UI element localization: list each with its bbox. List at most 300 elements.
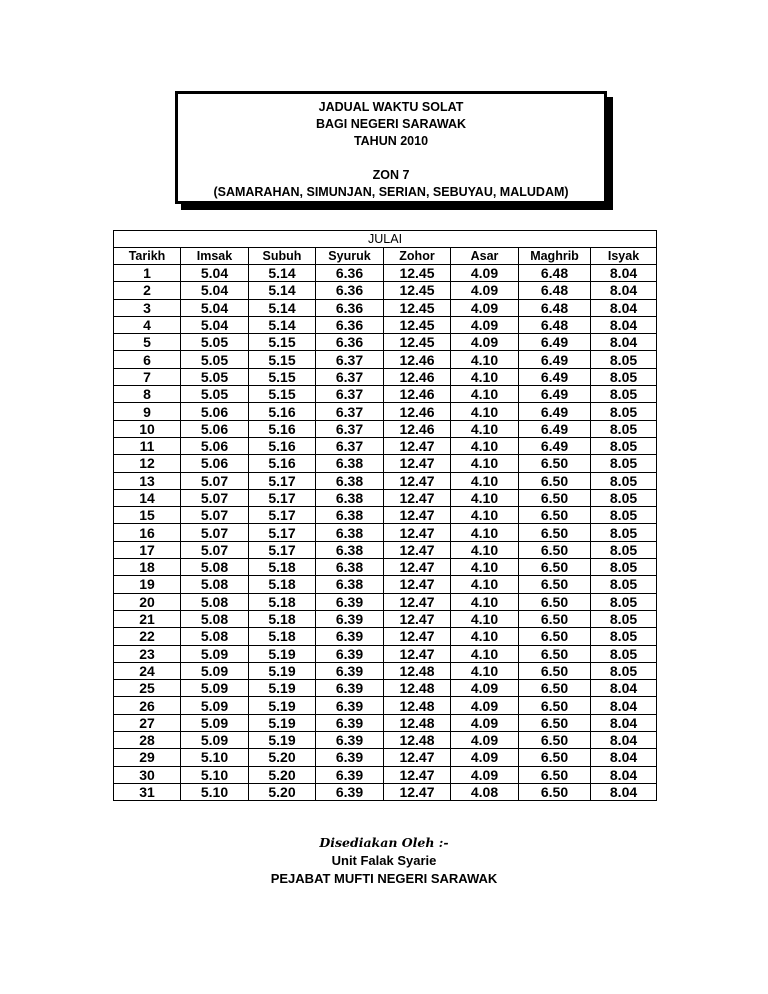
cell-zohor: 12.45 xyxy=(384,282,451,299)
cell-subuh: 5.18 xyxy=(249,576,316,593)
cell-syuruk: 6.36 xyxy=(316,334,384,351)
month-header: JULAI xyxy=(114,231,657,248)
cell-tarikh: 8 xyxy=(114,386,181,403)
cell-isyak: 8.05 xyxy=(591,524,657,541)
cell-zohor: 12.45 xyxy=(384,265,451,282)
cell-zohor: 12.47 xyxy=(384,576,451,593)
cell-maghrib: 6.50 xyxy=(519,610,591,627)
cell-subuh: 5.15 xyxy=(249,368,316,385)
cell-tarikh: 11 xyxy=(114,437,181,454)
cell-asar: 4.10 xyxy=(451,662,519,679)
cell-subuh: 5.17 xyxy=(249,507,316,524)
cell-maghrib: 6.50 xyxy=(519,507,591,524)
cell-subuh: 5.19 xyxy=(249,697,316,714)
cell-maghrib: 6.49 xyxy=(519,420,591,437)
cell-isyak: 8.05 xyxy=(591,541,657,558)
table-row xyxy=(114,455,657,472)
cell-maghrib: 6.50 xyxy=(519,783,591,800)
cell-subuh: 5.16 xyxy=(249,403,316,420)
cell-isyak: 8.05 xyxy=(591,645,657,662)
cell-imsak: 5.06 xyxy=(181,403,249,420)
cell-imsak: 5.07 xyxy=(181,541,249,558)
table-row xyxy=(114,662,657,679)
cell-zohor: 12.48 xyxy=(384,662,451,679)
cell-isyak: 8.04 xyxy=(591,282,657,299)
table-row xyxy=(114,559,657,576)
table-row xyxy=(114,334,657,351)
table-row xyxy=(114,576,657,593)
cell-imsak: 5.08 xyxy=(181,610,249,627)
cell-isyak: 8.05 xyxy=(591,610,657,627)
cell-subuh: 5.20 xyxy=(249,749,316,766)
table-row xyxy=(114,282,657,299)
cell-asar: 4.10 xyxy=(451,628,519,645)
table-row xyxy=(114,316,657,333)
cell-asar: 4.10 xyxy=(451,576,519,593)
cell-zohor: 12.48 xyxy=(384,714,451,731)
cell-isyak: 8.04 xyxy=(591,299,657,316)
cell-zohor: 12.47 xyxy=(384,437,451,454)
cell-asar: 4.09 xyxy=(451,334,519,351)
cell-tarikh: 28 xyxy=(114,732,181,749)
table-row xyxy=(114,783,657,800)
cell-imsak: 5.07 xyxy=(181,524,249,541)
cell-asar: 4.09 xyxy=(451,714,519,731)
table-row xyxy=(114,732,657,749)
cell-imsak: 5.06 xyxy=(181,437,249,454)
unit-name: Unit Falak Syarie xyxy=(331,853,437,868)
cell-subuh: 5.17 xyxy=(249,524,316,541)
cell-maghrib: 6.50 xyxy=(519,524,591,541)
cell-zohor: 12.47 xyxy=(384,541,451,558)
cell-zohor: 12.46 xyxy=(384,351,451,368)
cell-imsak: 5.09 xyxy=(181,714,249,731)
cell-tarikh: 4 xyxy=(114,316,181,333)
cell-asar: 4.10 xyxy=(451,610,519,627)
cell-zohor: 12.47 xyxy=(384,766,451,783)
cell-subuh: 5.14 xyxy=(249,265,316,282)
table-row xyxy=(114,593,657,610)
cell-asar: 4.09 xyxy=(451,749,519,766)
cell-syuruk: 6.39 xyxy=(316,749,384,766)
cell-imsak: 5.05 xyxy=(181,351,249,368)
cell-tarikh: 2 xyxy=(114,282,181,299)
cell-syuruk: 6.39 xyxy=(316,662,384,679)
cell-tarikh: 29 xyxy=(114,749,181,766)
office-name: PEJABAT MUFTI NEGERI SARAWAK xyxy=(270,871,498,886)
cell-maghrib: 6.50 xyxy=(519,628,591,645)
cell-tarikh: 26 xyxy=(114,697,181,714)
cell-subuh: 5.18 xyxy=(249,559,316,576)
cell-imsak: 5.06 xyxy=(181,420,249,437)
prepared-by-label: Disediakan Oleh :- xyxy=(319,835,449,850)
cell-asar: 4.10 xyxy=(451,489,519,506)
cell-syuruk: 6.37 xyxy=(316,351,384,368)
cell-tarikh: 6 xyxy=(114,351,181,368)
cell-syuruk: 6.36 xyxy=(316,299,384,316)
cell-maghrib: 6.49 xyxy=(519,437,591,454)
cell-asar: 4.10 xyxy=(451,541,519,558)
cell-imsak: 5.09 xyxy=(181,662,249,679)
cell-zohor: 12.45 xyxy=(384,316,451,333)
cell-isyak: 8.05 xyxy=(591,628,657,645)
cell-imsak: 5.05 xyxy=(181,368,249,385)
cell-tarikh: 15 xyxy=(114,507,181,524)
table-row xyxy=(114,299,657,316)
table-row xyxy=(114,766,657,783)
table-row xyxy=(114,403,657,420)
cell-isyak: 8.05 xyxy=(591,403,657,420)
cell-subuh: 5.15 xyxy=(249,386,316,403)
cell-tarikh: 30 xyxy=(114,766,181,783)
table-row xyxy=(114,749,657,766)
table-row xyxy=(114,265,657,282)
cell-zohor: 12.47 xyxy=(384,524,451,541)
cell-zohor: 12.47 xyxy=(384,559,451,576)
cell-tarikh: 18 xyxy=(114,559,181,576)
state-subtitle: BAGI NEGERI SARAWAK xyxy=(315,117,466,131)
cell-maghrib: 6.48 xyxy=(519,265,591,282)
cell-zohor: 12.47 xyxy=(384,472,451,489)
cell-maghrib: 6.48 xyxy=(519,316,591,333)
cell-tarikh: 22 xyxy=(114,628,181,645)
cell-maghrib: 6.50 xyxy=(519,593,591,610)
table-row xyxy=(114,645,657,662)
cell-asar: 4.09 xyxy=(451,732,519,749)
cell-isyak: 8.04 xyxy=(591,749,657,766)
cell-subuh: 5.18 xyxy=(249,610,316,627)
col-header-syuruk: Syuruk xyxy=(316,248,384,265)
cell-syuruk: 6.38 xyxy=(316,524,384,541)
cell-asar: 4.08 xyxy=(451,783,519,800)
title-spacer xyxy=(178,150,604,167)
col-header-asar: Asar xyxy=(451,248,519,265)
cell-syuruk: 6.39 xyxy=(316,680,384,697)
table-row xyxy=(114,524,657,541)
cell-imsak: 5.04 xyxy=(181,299,249,316)
cell-subuh: 5.17 xyxy=(249,489,316,506)
cell-maghrib: 6.48 xyxy=(519,282,591,299)
cell-imsak: 5.07 xyxy=(181,489,249,506)
cell-syuruk: 6.39 xyxy=(316,714,384,731)
cell-zohor: 12.48 xyxy=(384,732,451,749)
cell-syuruk: 6.39 xyxy=(316,645,384,662)
cell-zohor: 12.47 xyxy=(384,749,451,766)
cell-syuruk: 6.38 xyxy=(316,507,384,524)
cell-syuruk: 6.39 xyxy=(316,628,384,645)
cell-zohor: 12.46 xyxy=(384,386,451,403)
cell-isyak: 8.05 xyxy=(591,386,657,403)
cell-tarikh: 23 xyxy=(114,645,181,662)
table-row xyxy=(114,472,657,489)
cell-maghrib: 6.50 xyxy=(519,714,591,731)
col-header-tarikh: Tarikh xyxy=(114,248,181,265)
table-row xyxy=(114,697,657,714)
cell-imsak: 5.07 xyxy=(181,507,249,524)
cell-zohor: 12.47 xyxy=(384,593,451,610)
cell-imsak: 5.04 xyxy=(181,265,249,282)
column-header-row xyxy=(114,248,657,265)
cell-isyak: 8.04 xyxy=(591,316,657,333)
cell-zohor: 12.45 xyxy=(384,334,451,351)
cell-subuh: 5.19 xyxy=(249,714,316,731)
cell-isyak: 8.05 xyxy=(591,437,657,454)
cell-tarikh: 24 xyxy=(114,662,181,679)
cell-imsak: 5.10 xyxy=(181,749,249,766)
cell-maghrib: 6.50 xyxy=(519,749,591,766)
cell-syuruk: 6.38 xyxy=(316,455,384,472)
cell-subuh: 5.16 xyxy=(249,420,316,437)
cell-syuruk: 6.37 xyxy=(316,403,384,420)
cell-syuruk: 6.36 xyxy=(316,282,384,299)
cell-imsak: 5.09 xyxy=(181,732,249,749)
cell-subuh: 5.19 xyxy=(249,645,316,662)
cell-asar: 4.10 xyxy=(451,593,519,610)
cell-syuruk: 6.37 xyxy=(316,437,384,454)
cell-imsak: 5.08 xyxy=(181,559,249,576)
cell-isyak: 8.05 xyxy=(591,351,657,368)
table-row xyxy=(114,489,657,506)
col-header-imsak: Imsak xyxy=(181,248,249,265)
col-header-isyak: Isyak xyxy=(591,248,657,265)
cell-isyak: 8.04 xyxy=(591,697,657,714)
cell-zohor: 12.46 xyxy=(384,403,451,420)
cell-subuh: 5.18 xyxy=(249,628,316,645)
year-label: TAHUN 2010 xyxy=(353,134,429,148)
cell-tarikh: 5 xyxy=(114,334,181,351)
cell-subuh: 5.14 xyxy=(249,299,316,316)
cell-isyak: 8.05 xyxy=(591,662,657,679)
cell-tarikh: 1 xyxy=(114,265,181,282)
cell-syuruk: 6.38 xyxy=(316,489,384,506)
cell-syuruk: 6.37 xyxy=(316,386,384,403)
cell-tarikh: 21 xyxy=(114,610,181,627)
cell-tarikh: 10 xyxy=(114,420,181,437)
cell-asar: 4.10 xyxy=(451,559,519,576)
cell-zohor: 12.47 xyxy=(384,645,451,662)
cell-syuruk: 6.39 xyxy=(316,783,384,800)
cell-syuruk: 6.39 xyxy=(316,697,384,714)
cell-syuruk: 6.36 xyxy=(316,265,384,282)
cell-asar: 4.09 xyxy=(451,680,519,697)
cell-tarikh: 16 xyxy=(114,524,181,541)
cell-subuh: 5.19 xyxy=(249,732,316,749)
cell-subuh: 5.18 xyxy=(249,593,316,610)
table-row xyxy=(114,420,657,437)
table-row xyxy=(114,351,657,368)
table-row xyxy=(114,714,657,731)
cell-subuh: 5.20 xyxy=(249,766,316,783)
zone-label: ZON 7 xyxy=(372,168,410,182)
cell-tarikh: 14 xyxy=(114,489,181,506)
cell-isyak: 8.04 xyxy=(591,334,657,351)
cell-subuh: 5.14 xyxy=(249,282,316,299)
cell-subuh: 5.15 xyxy=(249,334,316,351)
cell-asar: 4.10 xyxy=(451,455,519,472)
cell-zohor: 12.47 xyxy=(384,783,451,800)
cell-isyak: 8.04 xyxy=(591,766,657,783)
cell-imsak: 5.10 xyxy=(181,783,249,800)
cell-tarikh: 17 xyxy=(114,541,181,558)
cell-syuruk: 6.38 xyxy=(316,472,384,489)
cell-subuh: 5.16 xyxy=(249,437,316,454)
cell-syuruk: 6.38 xyxy=(316,541,384,558)
cell-isyak: 8.05 xyxy=(591,593,657,610)
title-box xyxy=(175,91,607,204)
cell-tarikh: 19 xyxy=(114,576,181,593)
cell-maghrib: 6.50 xyxy=(519,697,591,714)
cell-isyak: 8.05 xyxy=(591,420,657,437)
cell-isyak: 8.04 xyxy=(591,680,657,697)
table-row xyxy=(114,680,657,697)
cell-tarikh: 31 xyxy=(114,783,181,800)
cell-maghrib: 6.49 xyxy=(519,334,591,351)
cell-imsak: 5.08 xyxy=(181,628,249,645)
cell-zohor: 12.47 xyxy=(384,628,451,645)
table-row xyxy=(114,507,657,524)
prayer-timetable xyxy=(113,230,657,801)
cell-isyak: 8.05 xyxy=(591,455,657,472)
cell-syuruk: 6.38 xyxy=(316,576,384,593)
cell-asar: 4.09 xyxy=(451,697,519,714)
cell-maghrib: 6.50 xyxy=(519,541,591,558)
cell-asar: 4.09 xyxy=(451,282,519,299)
cell-zohor: 12.46 xyxy=(384,420,451,437)
cell-asar: 4.10 xyxy=(451,645,519,662)
cell-tarikh: 20 xyxy=(114,593,181,610)
cell-asar: 4.10 xyxy=(451,368,519,385)
cell-zohor: 12.47 xyxy=(384,455,451,472)
cell-maghrib: 6.50 xyxy=(519,559,591,576)
cell-subuh: 5.17 xyxy=(249,472,316,489)
col-header-maghrib: Maghrib xyxy=(519,248,591,265)
cell-maghrib: 6.50 xyxy=(519,732,591,749)
table-row xyxy=(114,610,657,627)
cell-subuh: 5.14 xyxy=(249,316,316,333)
cell-zohor: 12.46 xyxy=(384,368,451,385)
cell-asar: 4.10 xyxy=(451,507,519,524)
cell-zohor: 12.48 xyxy=(384,680,451,697)
cell-syuruk: 6.38 xyxy=(316,559,384,576)
cell-isyak: 8.04 xyxy=(591,732,657,749)
cell-asar: 4.09 xyxy=(451,265,519,282)
cell-imsak: 5.10 xyxy=(181,766,249,783)
cell-imsak: 5.04 xyxy=(181,282,249,299)
cell-maghrib: 6.50 xyxy=(519,662,591,679)
cell-zohor: 12.48 xyxy=(384,697,451,714)
cell-maghrib: 6.49 xyxy=(519,368,591,385)
cell-asar: 4.10 xyxy=(451,420,519,437)
col-header-zohor: Zohor xyxy=(384,248,451,265)
cell-maghrib: 6.48 xyxy=(519,299,591,316)
cell-asar: 4.10 xyxy=(451,351,519,368)
cell-subuh: 5.17 xyxy=(249,541,316,558)
cell-syuruk: 6.39 xyxy=(316,593,384,610)
cell-asar: 4.10 xyxy=(451,472,519,489)
cell-isyak: 8.04 xyxy=(591,714,657,731)
cell-asar: 4.10 xyxy=(451,524,519,541)
cell-tarikh: 25 xyxy=(114,680,181,697)
cell-maghrib: 6.49 xyxy=(519,351,591,368)
cell-tarikh: 27 xyxy=(114,714,181,731)
cell-subuh: 5.20 xyxy=(249,783,316,800)
schedule-title: JADUAL WAKTU SOLAT xyxy=(318,100,464,114)
cell-maghrib: 6.50 xyxy=(519,645,591,662)
table-row xyxy=(114,437,657,454)
cell-syuruk: 6.39 xyxy=(316,610,384,627)
cell-tarikh: 3 xyxy=(114,299,181,316)
cell-maghrib: 6.49 xyxy=(519,386,591,403)
table-row xyxy=(114,628,657,645)
cell-syuruk: 6.37 xyxy=(316,368,384,385)
cell-subuh: 5.19 xyxy=(249,680,316,697)
cell-imsak: 5.08 xyxy=(181,576,249,593)
table-row xyxy=(114,386,657,403)
cell-zohor: 12.47 xyxy=(384,507,451,524)
cell-maghrib: 6.50 xyxy=(519,472,591,489)
cell-isyak: 8.05 xyxy=(591,489,657,506)
cell-imsak: 5.06 xyxy=(181,455,249,472)
cell-imsak: 5.09 xyxy=(181,645,249,662)
cell-syuruk: 6.39 xyxy=(316,766,384,783)
cell-maghrib: 6.50 xyxy=(519,455,591,472)
cell-imsak: 5.09 xyxy=(181,680,249,697)
cell-zohor: 12.47 xyxy=(384,489,451,506)
cell-zohor: 12.45 xyxy=(384,299,451,316)
cell-asar: 4.09 xyxy=(451,766,519,783)
cell-maghrib: 6.50 xyxy=(519,680,591,697)
cell-asar: 4.10 xyxy=(451,386,519,403)
cell-maghrib: 6.49 xyxy=(519,403,591,420)
cell-tarikh: 13 xyxy=(114,472,181,489)
cell-imsak: 5.09 xyxy=(181,697,249,714)
cell-asar: 4.09 xyxy=(451,299,519,316)
cell-maghrib: 6.50 xyxy=(519,576,591,593)
cell-syuruk: 6.39 xyxy=(316,732,384,749)
cell-subuh: 5.19 xyxy=(249,662,316,679)
cell-imsak: 5.04 xyxy=(181,316,249,333)
timetable-body xyxy=(114,265,657,801)
cell-syuruk: 6.36 xyxy=(316,316,384,333)
col-header-subuh: Subuh xyxy=(249,248,316,265)
cell-imsak: 5.05 xyxy=(181,334,249,351)
cell-subuh: 5.15 xyxy=(249,351,316,368)
cell-syuruk: 6.37 xyxy=(316,420,384,437)
cell-imsak: 5.07 xyxy=(181,472,249,489)
cell-tarikh: 12 xyxy=(114,455,181,472)
cell-isyak: 8.04 xyxy=(591,265,657,282)
cell-isyak: 8.05 xyxy=(591,368,657,385)
cell-tarikh: 7 xyxy=(114,368,181,385)
cell-maghrib: 6.50 xyxy=(519,489,591,506)
table-row xyxy=(114,541,657,558)
cell-asar: 4.10 xyxy=(451,403,519,420)
cell-maghrib: 6.50 xyxy=(519,766,591,783)
cell-asar: 4.10 xyxy=(451,437,519,454)
cell-isyak: 8.05 xyxy=(591,472,657,489)
cell-isyak: 8.05 xyxy=(591,576,657,593)
cell-imsak: 5.08 xyxy=(181,593,249,610)
cell-isyak: 8.05 xyxy=(591,507,657,524)
cell-zohor: 12.47 xyxy=(384,610,451,627)
cell-asar: 4.09 xyxy=(451,316,519,333)
cell-tarikh: 9 xyxy=(114,403,181,420)
cell-isyak: 8.04 xyxy=(591,783,657,800)
zone-areas: (SAMARAHAN, SIMUNJAN, SERIAN, SEBUYAU, MALUDAM) xyxy=(213,185,569,199)
table-row xyxy=(114,368,657,385)
footer xyxy=(0,834,768,888)
cell-isyak: 8.05 xyxy=(591,559,657,576)
